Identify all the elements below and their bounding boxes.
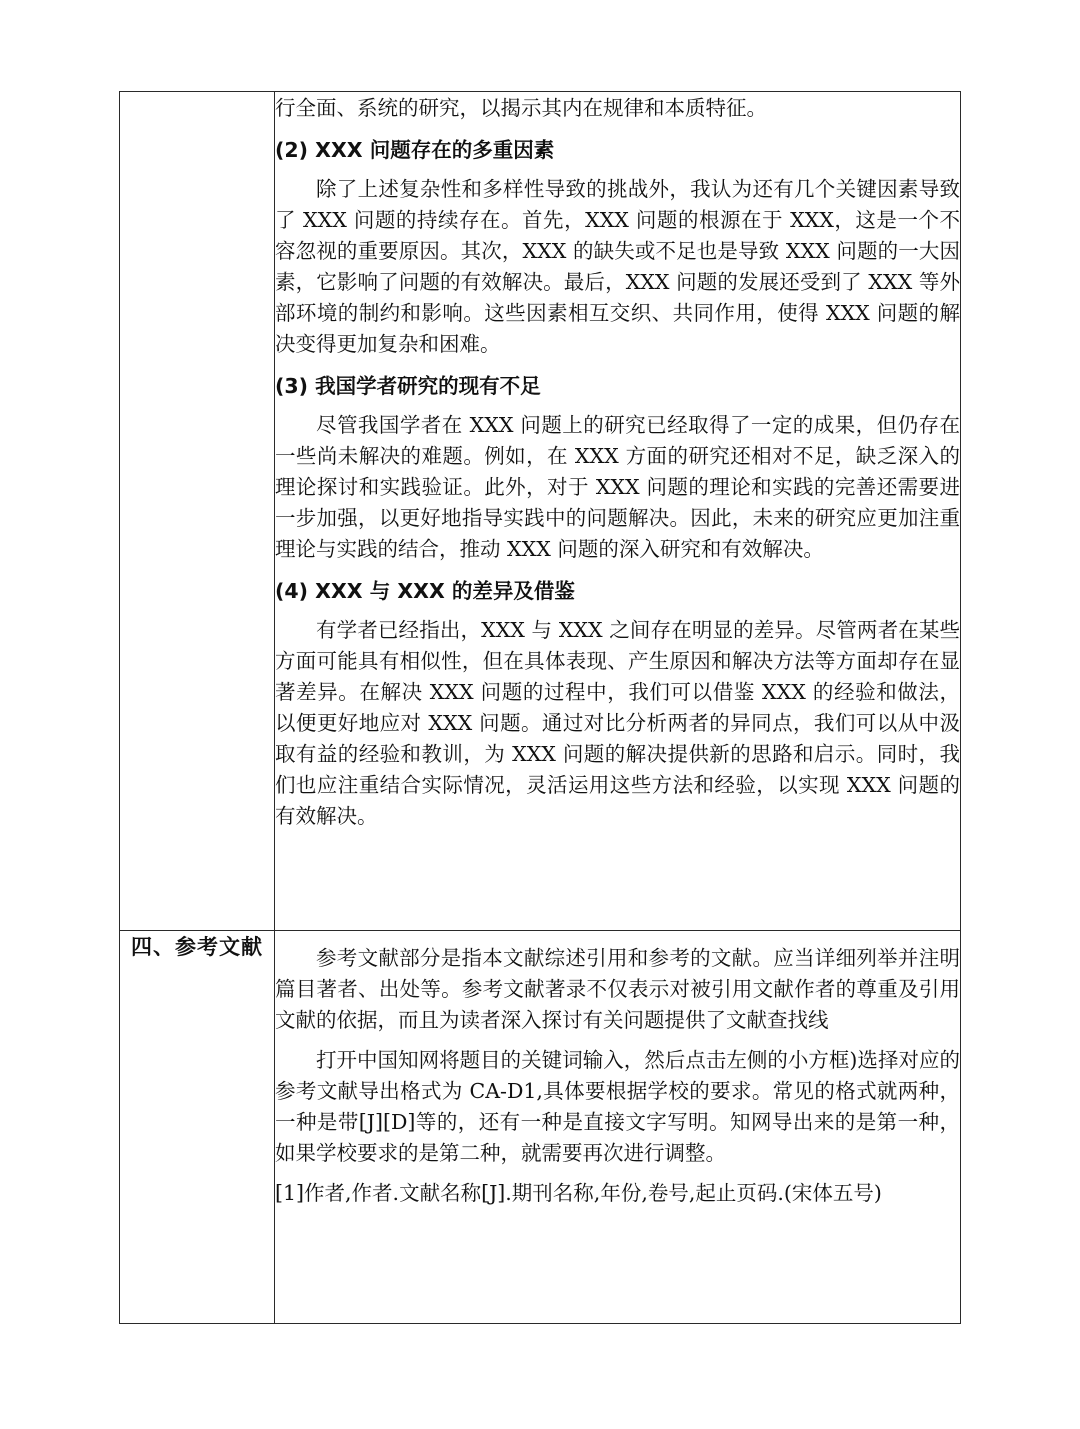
row-label-empty xyxy=(120,92,275,931)
section-body-4: 有学者已经指出，XXX 与 XXX 之间存在明显的差异。尽管两者在某些方面可能具有相似性，但在具体表现、产生原因和解决方法等方面却存在显著差异。在解决 XXX 问题的过程中，我们可以借鉴 XXX 的经验和做法，以便更好地应对 XXX 问题。通过对比分析两者的异同点，我们可以从中汲取有益的经验和教训，为 XXX 问题的解决提供新的思路和启示。同时，我们也应注重结合实际情况，灵活运用这些方法和经验，以实现 XXX 问题的有效解决。 xyxy=(275,618,960,828)
references-label-cell xyxy=(120,931,275,1324)
section-heading-3: (3) 我国学者研究的现有不足 xyxy=(275,374,541,398)
section-body-2: 除了上述复杂性和多样性导致的挑战外，我认为还有几个关键因素导致了 XXX 问题的持续存在。首先，XXX 问题的根源在于 XXX，这是一个不容忽视的重要原因。其次，XXX 的缺失或不足也是导致 XXX 问题的一大因素，它影响了问题的有效解决。最后，XXX 问题的发展还受到了 XXX 等外部环境的制约和影响。这些因素相互交织、共同作用，使得 XXX 问题的解决变得更加复杂和困难。 xyxy=(275,177,960,356)
section-body-3: 尽管我国学者在 XXX 问题上的研究已经取得了一定的成果，但仍存在一些尚未解决的难题。例如，在 XXX 方面的研究还相对不足，缺乏深入的理论探讨和实践验证。此外，对于 XXX 问题的理论和实践的完善还需要进一步加强，以更好地指导实践中的问题解决。因此，未来的研究应更加注重理论与实践的结合，推动 XXX 问题的深入研究和有效解决。 xyxy=(275,413,960,561)
reference-example: [1]作者,作者.文献名称[J].期刊名称,年份,卷号,起止页码.(宋体五号) xyxy=(275,1181,882,1205)
section-heading-2: (2) XXX 问题存在的多重因素 xyxy=(275,138,555,162)
continuation-paragraph: 行全面、系统的研究，以揭示其内在规律和本质特征。 xyxy=(275,96,767,120)
table-row-references xyxy=(120,931,961,1324)
review-content-cell xyxy=(275,92,961,931)
references-content-cell xyxy=(275,931,961,1324)
table-row-review-content xyxy=(120,92,961,931)
document-table xyxy=(119,91,961,1324)
references-paragraph-1: 参考文献部分是指本文献综述引用和参考的文献。应当详细列举并注明篇目著者、出处等。参考文献著录不仅表示对被引用文献作者的尊重及引用文献的依据，而且为读者深入探讨有关问题提供了文献查找线 xyxy=(275,946,960,1032)
section-heading-4: (4) XXX 与 XXX 的差异及借鉴 xyxy=(275,579,575,603)
references-label: 四、参考文献 xyxy=(131,935,263,959)
references-paragraph-2: 打开中国知网将题目的关键词输入，然后点击左侧的小方框)选择对应的参考文献导出格式为 CA-D1,具体要根据学校的要求。常见的格式就两种，一种是带[J][D]等的，还有一种是直接文字写明。知网导出来的是第一种，如果学校要求的是第二种，就需要再次进行调整。 xyxy=(275,1048,960,1165)
